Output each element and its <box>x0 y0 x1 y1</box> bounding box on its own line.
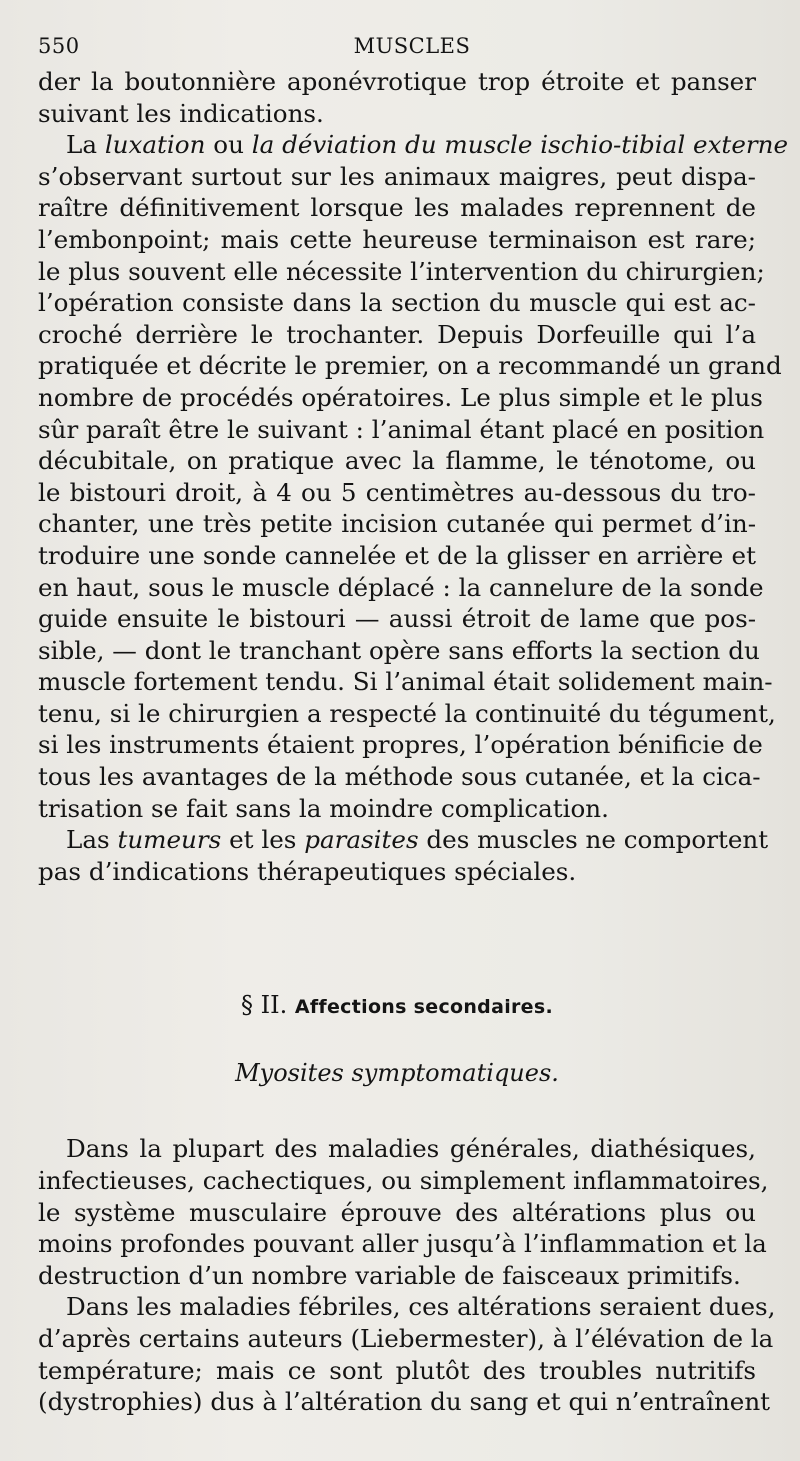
text-line: l’opération consiste dans la section du muscle qui est ac- <box>38 288 756 318</box>
text-line: Las tumeurs et les parasites des muscles ne comportent <box>66 825 769 855</box>
text-line: le bistouri droit, à 4 ou 5 centimètres au-dessous du tro- <box>38 477 756 507</box>
text-line: chanter, une très petite incision cutanée qui permet d’in- <box>38 509 756 539</box>
text-line: der la boutonnière aponévrotique trop étroite et panser <box>38 67 756 96</box>
text-line: d’après certains auteurs (Liebermester), à l’élévation de la <box>38 1324 774 1353</box>
text-line: température; mais ce sont plutôt des troubles nutritifs <box>38 1355 756 1385</box>
italic-term-luxation: luxation <box>104 130 206 160</box>
section-heading <box>38 989 756 1023</box>
text-line: (dystrophies) dus à l’altération du sang et qui n’entraînent <box>38 1387 771 1417</box>
text-line: tenu, si le chirurgien a respecté la continuité du tégument, <box>38 698 776 728</box>
text-line: suivant les indications. <box>38 98 324 128</box>
text-line: décubitale, on pratique avec la flamme, le ténotome, ou <box>38 446 756 476</box>
text-line: Dans la plupart des maladies générales, diathésiques, <box>66 1134 756 1164</box>
text-line: le plus souvent elle nécessite l’intervention du chirurgien; <box>38 256 765 286</box>
running-head: MUSCLES <box>353 34 471 58</box>
spacer <box>38 1089 756 1133</box>
page-header <box>38 30 756 66</box>
text-line: pratiquée et décrite le premier, on a recommandé un grand <box>38 351 782 381</box>
text-line: le système musculaire éprouve des altérations plus ou <box>38 1197 756 1227</box>
text-line: infectieuses, cachectiques, ou simplement inflammatoires, <box>38 1166 769 1196</box>
text-line: en haut, sous le muscle déplacé : la cannelure de la sonde <box>38 572 764 602</box>
text-line: si les instruments étaient propres, l’opération bénificie de <box>38 730 763 760</box>
text-line: sible, — dont le tranchant opère sans efforts la section du <box>38 635 760 665</box>
section-number: § II. <box>241 991 288 1020</box>
text-line: pas d’indications thérapeutiques spéciales. <box>38 856 577 886</box>
text-line: moins profondes pouvant aller jusqu’à l’inflammation et la <box>38 1229 767 1259</box>
text-line: s’observant surtout sur les animaux maigres, peut dispa- <box>38 161 756 191</box>
text-line: trisation se fait sans la moindre complication. <box>38 793 609 823</box>
text-line: tous les avantages de la méthode sous cutanée, et la cica- <box>38 762 761 792</box>
text-line: destruction d’un nombre variable de faisceaux primitifs. <box>38 1260 741 1290</box>
section-label: Affections secondaires. <box>294 996 553 1019</box>
paragraph-continuation <box>38 66 756 129</box>
text-line: l’embonpoint; mais cette heureuse terminaison est rare; <box>38 224 756 254</box>
page-number: 550 <box>38 34 80 58</box>
text-line: guide ensuite le bistouri — aussi étroit de lame que pos- <box>38 604 756 634</box>
italic-term-parasites: parasites <box>304 825 419 855</box>
text-line: muscle fortement tendu. Si l’animal était solidement main- <box>38 667 773 697</box>
text-line: croché derrière le trochanter. Depuis Dorfeuille qui l’a <box>38 319 756 349</box>
text-line: nombre de procédés opératoires. Le plus simple et le plus <box>38 382 763 412</box>
text-line: La luxation ou la déviation du muscle ischio-tibial externe <box>66 130 789 160</box>
italic-term-tumeurs: tumeurs <box>117 825 222 855</box>
paragraph-maladies-generales <box>38 1133 769 1291</box>
text-line: troduire une sonde cannelée et de la glisser en arrière et <box>38 540 756 570</box>
paragraph-maladies-febriles <box>38 1291 776 1417</box>
paragraph-tumeurs <box>38 824 769 887</box>
paragraph-luxation <box>38 129 789 824</box>
subsection-heading: Myosites symptomatiques. <box>235 1059 559 1088</box>
text-line: sûr paraît être le suivant : l’animal étant placé en position <box>38 414 765 444</box>
text-line: Dans les maladies fébriles, ces altérations seraient dues, <box>66 1292 776 1322</box>
italic-term-deviation: la déviation du muscle ischio-tibial externe <box>251 130 789 160</box>
text-line: raître définitivement lorsque les malades reprennent de <box>38 193 756 223</box>
